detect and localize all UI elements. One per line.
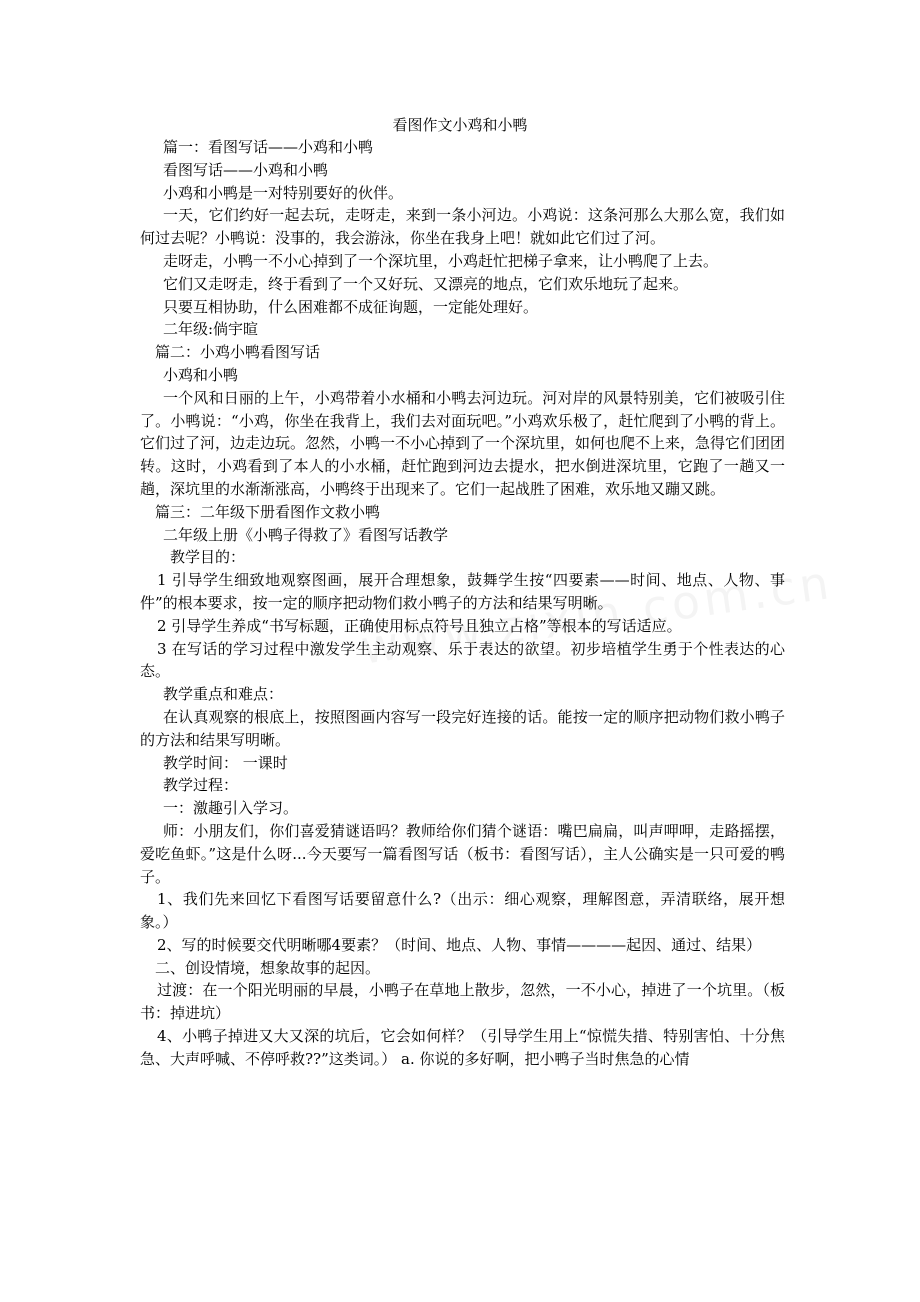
paragraph: 二年级上册《小鸭子得救了》看图写话教学	[163, 525, 449, 544]
section-heading-1: 篇一：看图写话——小鸡和小鸭	[163, 138, 374, 156]
section-heading-2: 篇二：小鸡小鸭看图写话	[155, 343, 321, 362]
paragraph: 2、写的时候要交代明晰哪4要素？（时间、地点、人物、事情————起因、通过、结果）	[157, 935, 762, 954]
paragraph: 它们又走呀走，终于看到了一个又好玩、又漂亮的地点，它们欢乐地玩了起来。	[163, 274, 689, 293]
paragraph: 一天，它们约好一起去玩，走呀走，来到一条小河边。小鸡说：这条河那么大那么宽，我们如何过去呢？小鸭说：没事的，我会游泳，你坐在我身上吧！就如此它们过了河。	[140, 206, 785, 248]
paragraph: 4、小鸭子掉进又大又深的坑后，它会如何样？（引导学生用上“惊慌失措、特别害怕、十分焦急、大声呼喊、不停呼救??”这类词。） a. 你说的多好啊，把小鸭子当时焦急的心情	[140, 1027, 785, 1068]
paragraph: 1、我们先来回忆下看图写话要留意什么?（出示：细心观察，理解图意，弄清联络，展开想象。）	[140, 890, 785, 932]
paragraph: 2 引导学生养成“书写标题，正确使用标点符号且独立占格”等根本的写话适应。	[157, 616, 682, 635]
paragraph: 过渡：在一个阳光明丽的早晨，小鸭子在草地上散步，忽然，一不小心，掉进了一个坑里。（板书：掉进坑）	[140, 981, 785, 1023]
paragraph: 师：小朋友们，你们喜爱猜谜语吗？教师给你们猜个谜语：嘴巴扁扁，叫声呷呷，走路摇摆，爱吃鱼虾。”这是什么呀...今天要写一篇看图写话（板书：看图写话），主人公确实是一只可爱的鸭子。	[140, 821, 785, 886]
paragraph: 二、创设情境，想象故事的起因。	[155, 958, 381, 977]
author-line: 二年级:倘宇暄	[163, 320, 259, 339]
paragraph: 3 在写话的学习过程中激发学生主动观察、乐于表达的欲望。初步培植学生勇于个性表达的心态。	[140, 639, 785, 681]
paragraph: 看图写话——小鸡和小鸭	[163, 160, 329, 179]
paragraph: 1 引导学生细致地观察图画，展开合理想象，鼓舞学生按“四要素——时间、地点、人物、事件”的根本要求，按一定的顺序把动物们救小鸭子的方法和结果写明晰。	[140, 571, 785, 612]
paragraph: 教学过程：	[163, 776, 239, 795]
paragraph: 在认真观察的根底上，按照图画内容写一段完好连接的话。能按一定的顺序把动物们救小鸭子的方法和结果写明晰。	[140, 707, 785, 749]
paragraph: 只要互相协助，什么困难都不成征询题，一定能处理好。	[163, 297, 539, 316]
paragraph: 小鸡和小鸭	[163, 365, 239, 384]
section-heading-3: 篇三：二年级下册看图作文救小鸭	[155, 502, 381, 521]
paragraph: 教学时间： 一课时	[163, 753, 288, 772]
paragraph: 教学目的：	[170, 548, 246, 567]
paragraph: 走呀走，小鸭一不小心掉到了一个深坑里，小鸡赶忙把梯子拿来，让小鸭爬了上去。	[163, 251, 719, 270]
paragraph: 教学重点和难点：	[163, 685, 284, 704]
document-body	[140, 136, 785, 1071]
document-title: 看图作文小鸡和小鸭	[392, 116, 528, 134]
paragraph: 小鸡和小鸭是一对特别要好的伙伴。	[163, 183, 404, 202]
paragraph: 一个风和日丽的上午，小鸡带着小水桶和小鸭去河边玩。河对岸的风景特别美，它们被吸引住了。小鸭说：“小鸡，你坐在我背上，我们去对面玩吧。”小鸡欢乐极了，赶忙爬到了小鸭的背上。它们过了河，边走边玩。忽然，小鸭一不小心掉到了一个深坑里，如何也爬不上来，急得它们团团转。这时，小鸡看到了本人的小水桶，赶忙跑到河边去提水，把水倒进深坑里，它跑了一趟又一趟，深坑里的水渐渐涨高，小鸭终于出现来了。它们一起战胜了困难，欢乐地又蹦又跳。	[140, 388, 786, 498]
paragraph: 一：激趣引入学习。	[163, 799, 299, 818]
